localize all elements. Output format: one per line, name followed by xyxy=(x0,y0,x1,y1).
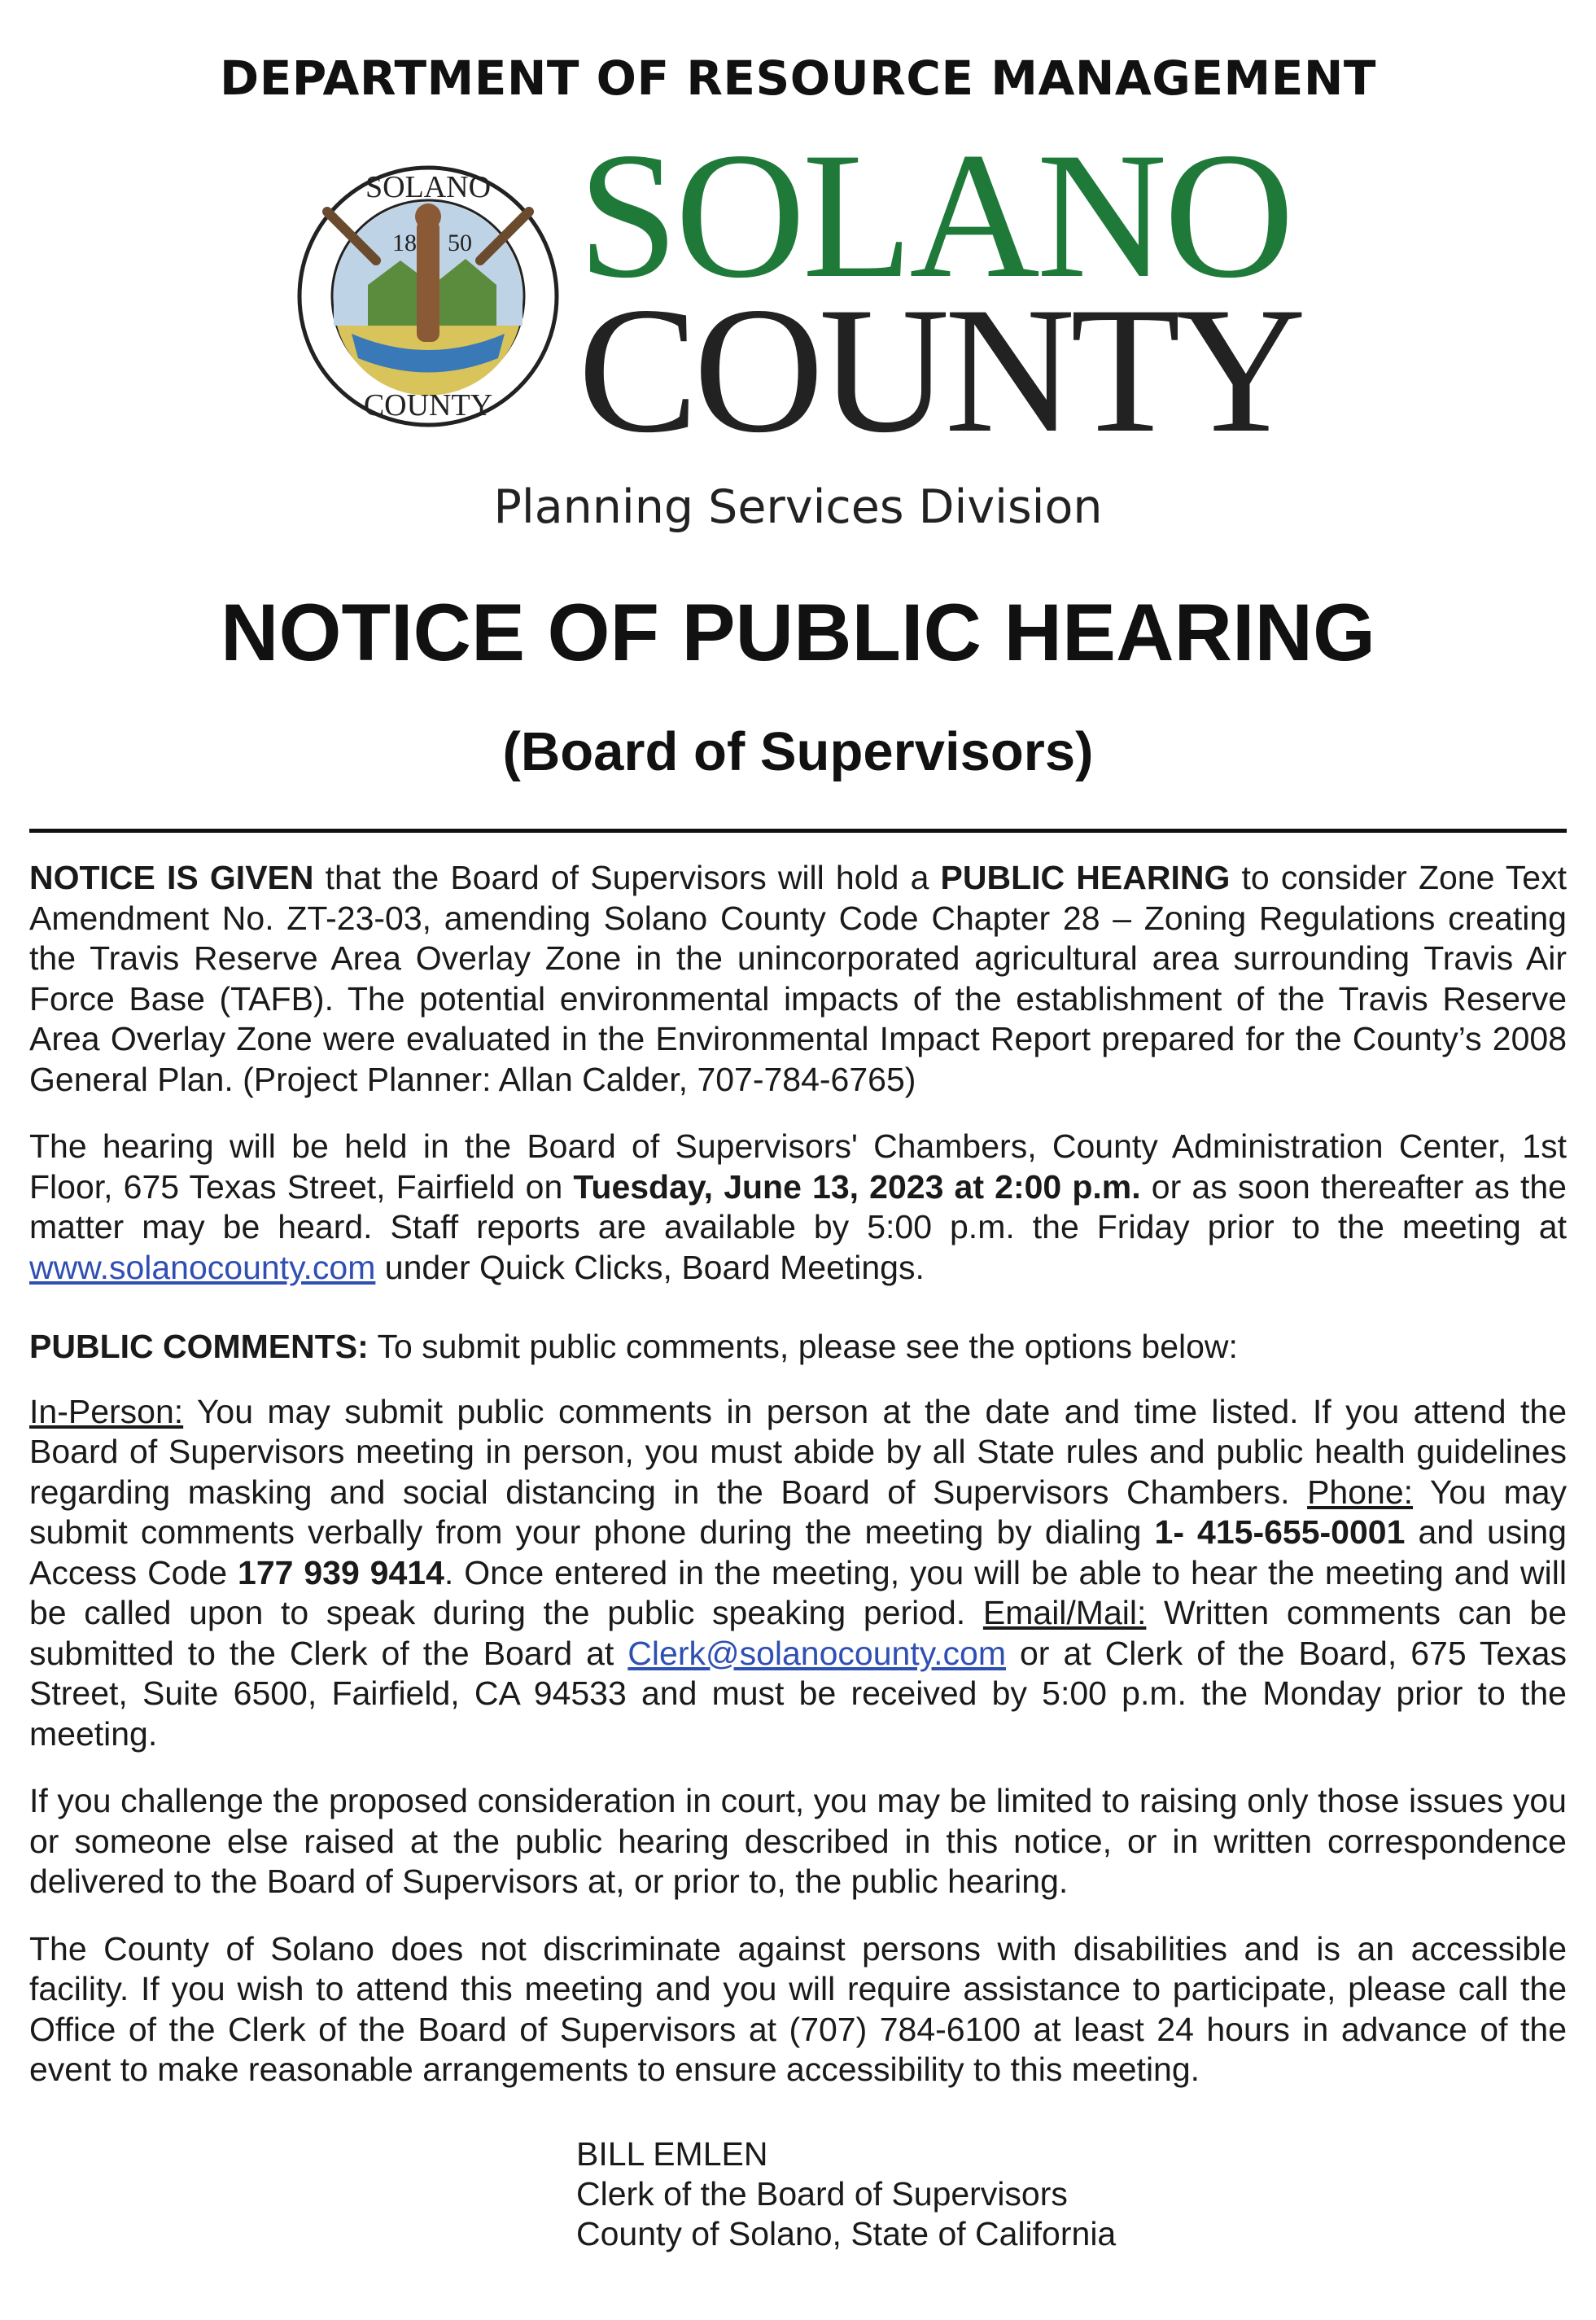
signature-block xyxy=(576,2134,1116,2254)
paragraph-comment-options xyxy=(29,1392,1567,1755)
text: To submit public comments, please see the options below: xyxy=(368,1328,1238,1365)
text: You may submit public comments in person at the date and time listed. If you attend the Board of Supervisors meeting in person, you must abide by all State rules and public health guidelines regarding masking and social distancing in the Board of Supervisors Chambers. xyxy=(29,1392,1567,1511)
text: or at Clerk of the Board, 675 Texas Street, Suite 6500, Fairfield, CA 94533 and must be received by 5:00 p.m. the Monday prior to the meeting. xyxy=(29,1634,1567,1753)
county-wordmark-line1: SOLANO xyxy=(578,116,1292,316)
phone-number: 1- 415-655-0001 xyxy=(1154,1513,1406,1551)
notice-body xyxy=(29,858,1567,2117)
division-name: Planning Services Division xyxy=(493,480,1103,534)
divider xyxy=(29,829,1567,833)
in-person-label: In-Person: xyxy=(29,1392,184,1430)
paragraph-public-comments xyxy=(29,1327,1567,1368)
public-comments-label: PUBLIC COMMENTS: xyxy=(29,1328,369,1365)
department-heading: DEPARTMENT OF RESOURCE MANAGEMENT xyxy=(220,50,1376,106)
text: that the Board of Supervisors will hold a xyxy=(313,859,941,896)
signer-name: BILL EMLEN xyxy=(576,2135,768,2173)
county-seal-icon xyxy=(295,163,562,430)
text: . Once entered in the meeting, you will be able to hear the meeting and will be called upon to speak during the public speaking period. xyxy=(29,1553,1567,1631)
seal-bottom-text: COUNTY xyxy=(363,388,493,422)
notice-title: NOTICE OF PUBLIC HEARING xyxy=(220,587,1376,677)
county-wordmark-line2: COUNTY xyxy=(578,270,1301,471)
seal-year-left: 18 xyxy=(392,230,417,256)
text: and using Access Code xyxy=(29,1513,1567,1591)
text: Written comments can be submitted to the Clerk of the Board at xyxy=(29,1594,1568,1672)
signer-role: Clerk of the Board of Supervisors xyxy=(576,2175,1068,2213)
seal-top-text: SOLANO xyxy=(365,170,492,204)
county-website-link[interactable]: www.solanocounty.com xyxy=(29,1248,376,1286)
public-hearing-label: PUBLIC HEARING xyxy=(940,859,1231,896)
paragraph-hearing-details xyxy=(29,1127,1567,1288)
notice-given-label: NOTICE IS GIVEN xyxy=(29,859,314,896)
county-wordmark xyxy=(578,116,1310,471)
phone-label: Phone: xyxy=(1307,1473,1414,1511)
paragraph-court-challenge: If you challenge the proposed consideration in court, you may be limited to raising only those issues you or someone else raised at the public hearing described in this notice, or in written correspondence delivered to the Board of Supervisors at, or prior to, the public hearing. xyxy=(29,1782,1567,1900)
hearing-date: Tuesday, June 13, 2023 at 2:00 p.m. xyxy=(573,1167,1141,1206)
text: to consider Zone Text Amendment No. ZT-23-03, amending Solano County Code Chapter 28 – Zoning Regulations creating the Travis Reserve Area Overlay Zone in the unincorporated agricultural area surrounding Travis Air Force Base (TAFB). The potential environmental impacts of the establishment of the Travis Reserve Area Overlay Zone were evaluated in the Environmental Impact Report prepared for the County’s 2008 General Plan. (Project Planner: Allan Calder, 707-784-6765) xyxy=(29,859,1568,1098)
signer-org: County of Solano, State of California xyxy=(576,2215,1117,2252)
access-code: 177 939 9414 xyxy=(238,1553,444,1591)
text: or as soon thereafter as the matter may be heard. Staff reports are available by 5:00 p.m. the Friday prior to the meeting at xyxy=(29,1167,1567,1245)
text: You may submit comments verbally from your phone during the meeting by dialing xyxy=(29,1473,1567,1551)
email-mail-label: Email/Mail: xyxy=(982,1594,1147,1631)
paragraph-accessibility: The County of Solano does not discriminate against persons with disabilities and is an accessible facility. If you wish to attend this meeting and you will require assistance to participate, please call the Office of the Clerk of the Board of Supervisors at (707) 784-6100 at least 24 hours in advance of the event to make reasonable arrangements to ensure accessibility to this meeting. xyxy=(29,1929,1567,2088)
notice-subtitle: (Board of Supervisors) xyxy=(502,721,1094,782)
paragraph-notice xyxy=(29,858,1567,1100)
seal-year-right: 50 xyxy=(448,230,472,256)
text: under Quick Clicks, Board Meetings. xyxy=(375,1248,925,1286)
text: The hearing will be held in the Board of Supervisors' Chambers, County Administration Center, 1st Floor, 675 Texas Street, Fairfield on xyxy=(29,1127,1567,1206)
clerk-email-link[interactable]: Clerk@solanocounty.com xyxy=(627,1634,1007,1672)
